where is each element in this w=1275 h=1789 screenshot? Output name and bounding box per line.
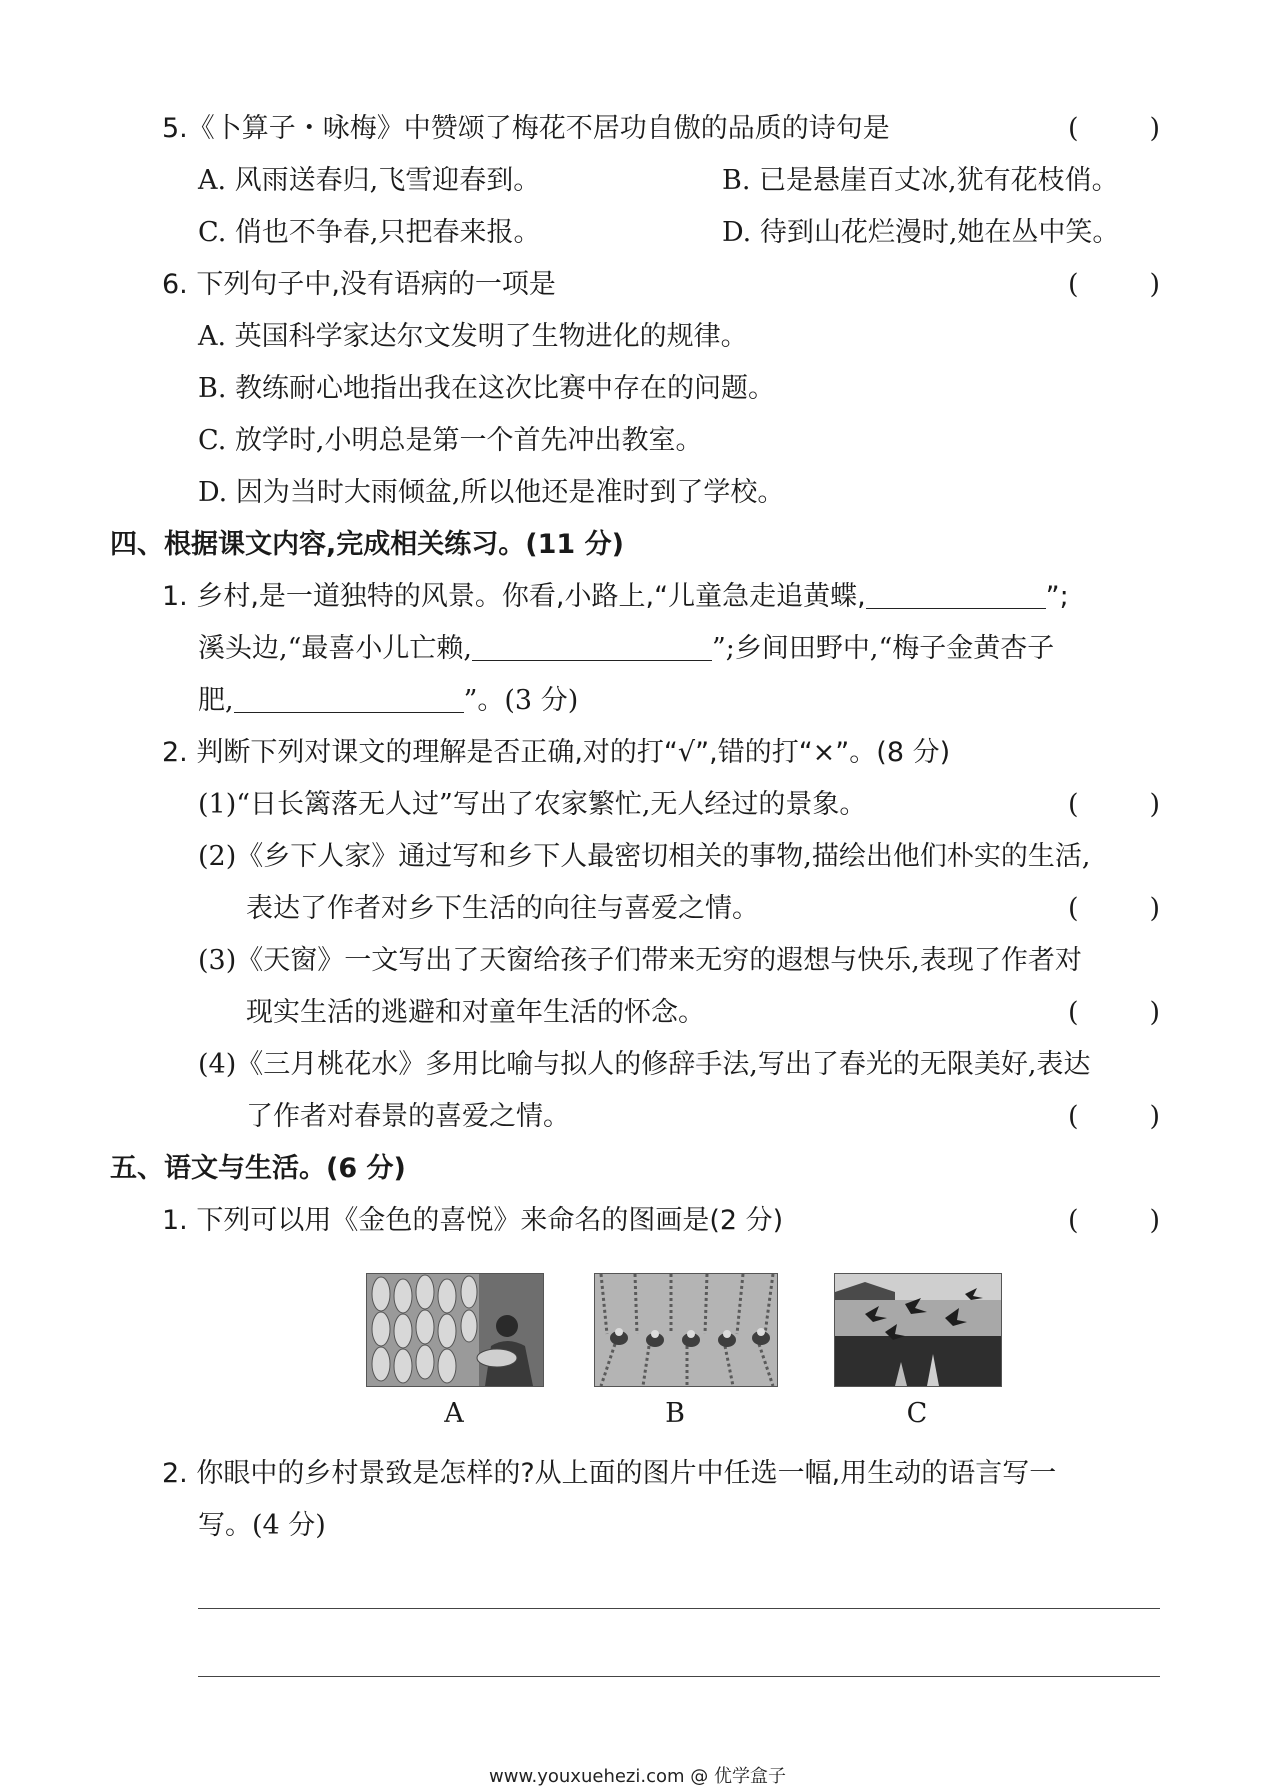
q6-option-b-line	[0, 367, 1275, 411]
q6-option-a: A. 英国科学家达尔文发明了生物进化的规律。	[198, 321, 748, 352]
s4-q1-line-1	[0, 575, 1275, 619]
picture-c-birds[interactable]	[834, 1273, 1002, 1387]
s5-q2-text-2: 写。(4 分)	[198, 1510, 326, 1541]
answer-paren[interactable]: ( )	[1068, 893, 1160, 924]
picture-a-caption: A	[444, 1398, 464, 1429]
judge-4-text-1: (4)《三月桃花水》多用比喻与拟人的修辞手法,写出了春光的无限美好,表达	[198, 1049, 1091, 1080]
picture-a-harvest[interactable]	[366, 1273, 544, 1387]
s4-q1-line-3	[0, 679, 1275, 723]
judge-4-line-2	[0, 1095, 1275, 1139]
section-5-title-line	[0, 1147, 1275, 1191]
s4-q2-stem-line	[0, 731, 1275, 775]
fill-blank-1[interactable]	[866, 578, 1046, 609]
answer-paren[interactable]: ( )	[1068, 1101, 1160, 1132]
answer-paren[interactable]: ( )	[1068, 997, 1160, 1028]
judge-3-line-1	[0, 939, 1275, 983]
answer-paren[interactable]: ( )	[1068, 789, 1160, 820]
answer-writing-line-1[interactable]	[198, 1608, 1160, 1609]
q5-options-row-2	[0, 211, 1275, 255]
q5-stem-line	[0, 107, 1275, 151]
picture-b-rice-field[interactable]	[594, 1273, 778, 1387]
s5-q2-line-2	[0, 1504, 1275, 1548]
s5-q1-stem: 1. 下列可以用《金色的喜悦》来命名的图画是(2 分)	[162, 1205, 784, 1236]
picture-b-caption: B	[665, 1398, 685, 1429]
fill-blank-2[interactable]	[472, 630, 712, 661]
judge-4-line-1	[0, 1043, 1275, 1087]
fill-blank-3[interactable]	[234, 682, 464, 713]
answer-paren[interactable]: ( )	[1068, 269, 1160, 300]
s4-q1-line-2	[0, 627, 1275, 671]
q6-stem-line	[0, 263, 1275, 307]
judge-3-text-1: (3)《天窗》一文写出了天窗给孩子们带来无穷的遐想与快乐,表现了作者对	[198, 945, 1082, 976]
q5-options-row-1	[0, 159, 1275, 203]
s5-q2-line-1	[0, 1452, 1275, 1496]
section-5-title: 五、语文与生活。(6 分)	[110, 1153, 406, 1184]
q6-option-d: D. 因为当时大雨倾盆,所以他还是准时到了学校。	[198, 477, 785, 508]
q6-option-d-line	[0, 471, 1275, 515]
s4-q1-text-1: 1. 乡村,是一道独特的风景。你看,小路上,“儿童急走追黄蝶, ”;	[162, 575, 1069, 619]
judge-2-line-1	[0, 835, 1275, 879]
answer-writing-line-2[interactable]	[198, 1676, 1160, 1677]
q5-stem: 5.《卜算子・咏梅》中赞颂了梅花不居功自傲的品质的诗句是	[162, 113, 890, 144]
answer-paren[interactable]: ( )	[1068, 113, 1160, 144]
q5-option-c: C. 俏也不争春,只把春来报。	[198, 217, 541, 248]
judge-3-line-2	[0, 991, 1275, 1035]
q6-stem: 6. 下列句子中,没有语病的一项是	[162, 269, 556, 300]
judge-4-text-2: 了作者对春景的喜爱之情。	[246, 1101, 570, 1132]
s4-q1-text-3: 肥, ”。(3 分)	[198, 679, 578, 723]
q6-option-a-line	[0, 315, 1275, 359]
section-4-title-line	[0, 523, 1275, 567]
q5-option-a: A. 风雨送春归,飞雪迎春到。	[198, 165, 541, 196]
answer-paren[interactable]: ( )	[1068, 1205, 1160, 1236]
q6-option-c: C. 放学时,小明总是第一个首先冲出教室。	[198, 425, 703, 456]
judge-1-line	[0, 783, 1275, 827]
s5-q2-text-1: 2. 你眼中的乡村景致是怎样的?从上面的图片中任选一幅,用生动的语言写一	[162, 1458, 1057, 1489]
footer-watermark: www.youxuehezi.com @ 优学盒子	[489, 1766, 786, 1787]
q6-option-c-line	[0, 419, 1275, 463]
q5-option-b: B. 已是悬崖百丈冰,犹有花枝俏。	[722, 165, 1119, 196]
judge-2-text-2: 表达了作者对乡下生活的向往与喜爱之情。	[246, 893, 759, 924]
q5-option-d: D. 待到山花烂漫时,她在丛中笑。	[722, 217, 1120, 248]
s4-q1-text-2: 溪头边,“最喜小儿亡赖, ”;乡间田野中,“梅子金黄杏子	[198, 627, 1054, 671]
s4-q2-stem: 2. 判断下列对课文的理解是否正确,对的打“√”,错的打“×”。(8 分)	[162, 737, 951, 768]
q6-option-b: B. 教练耐心地指出我在这次比赛中存在的问题。	[198, 373, 776, 404]
judge-2-text-1: (2)《乡下人家》通过写和乡下人最密切相关的事物,描绘出他们朴实的生活,	[198, 841, 1091, 872]
judge-3-text-2: 现实生活的逃避和对童年生活的怀念。	[246, 997, 705, 1028]
judge-2-line-2	[0, 887, 1275, 931]
picture-c-caption: C	[906, 1398, 928, 1429]
s5-q1-line	[0, 1199, 1275, 1243]
section-4-title: 四、根据课文内容,完成相关练习。(11 分)	[110, 529, 624, 560]
judge-1-text: (1)“日长篱落无人过”写出了农家繁忙,无人经过的景象。	[198, 789, 867, 820]
